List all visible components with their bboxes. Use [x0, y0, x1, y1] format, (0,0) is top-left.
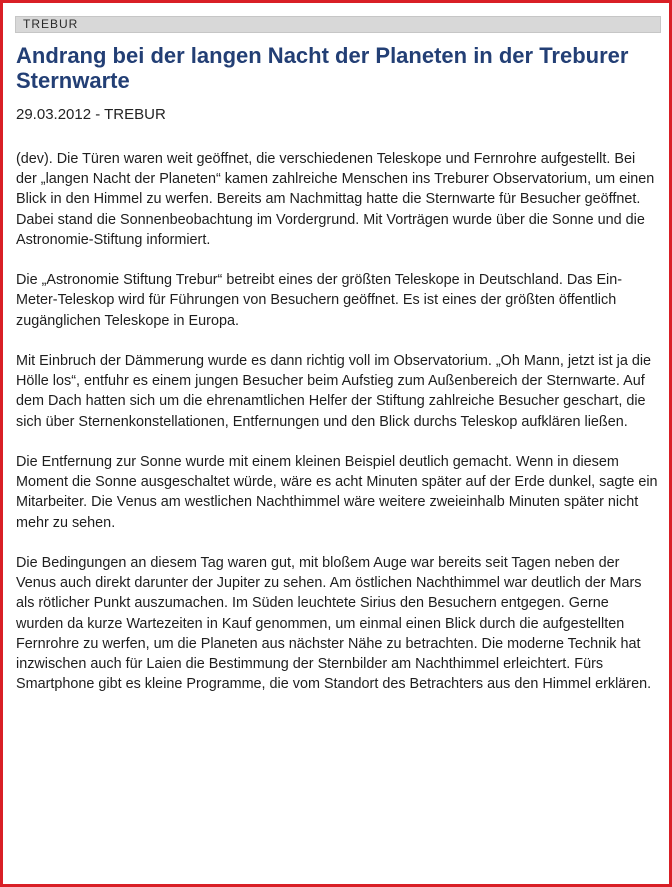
article-dateline: 29.03.2012 - TREBUR — [16, 106, 166, 123]
section-kicker: TREBUR — [15, 16, 661, 33]
article-paragraph: Die „Astronomie Stiftung Trebur“ betreibt eines der größten Teleskope in Deutschland. Das Ein-Meter-Teleskop wird für Führungen von Besuchern geöffnet. Es ist eines der größten öffentlich zugänglichen Teleskope in Europa. — [16, 272, 623, 329]
article-paragraph: Die Bedingungen an diesem Tag waren gut, mit bloßem Auge war bereits seit Tagen neben der Venus auch direkt darunter der Jupiter zu sehen. Am östlichen Nachthimmel war deutlich der Mars als rötlicher Punkt auszumachen. Im Süden leuchtete Sirius den Besuchern entgegen. Gerne wurden da kurze Wartezeiten in Kauf genommen, um einmal einen Blick durch die aufgestellten Fernrohre zu werfen, um die Planeten aus nächster Nähe zu betrachten. Die moderne Technik hat inzwischen auch für Laien die Bestimmung der Sternbilder am Nachthimmel erleichtert. Fürs Smartphone gibt es kleine Programme, die vom Standort des Betrachters aus den Himmel erklären. — [16, 555, 652, 693]
article-paragraph: Die Entfernung zur Sonne wurde mit einem kleinen Beispiel deutlich gemacht. Wenn in diesem Moment die Sonne ausgeschaltet würde, wäre es acht Minuten später auf der Erde dunkel, sagte ein Mitarbeiter. Die Venus am westlichen Nachthimmel wäre weitere zweieinhalb Minuten später nicht mehr zu sehen. — [16, 454, 658, 531]
article-title: Andrang bei der langen Nacht der Planeten in der Treburer Sternwarte — [16, 43, 629, 93]
article-body — [16, 149, 658, 715]
article-paragraph: (dev). Die Türen waren weit geöffnet, die verschiedenen Teleskope und Fernrohre aufgestellt. Bei der „langen Nacht der Planeten“ kamen zahlreiche Menschen ins Treburer Observatorium, um einen Blick in den Himmel zu werfen. Bereits am Nachmittag hatte die Sternwarte für Besucher geöffnet. Dabei stand die Sonnenbeobachtung im Vordergrund. Mit Vorträgen wurde über die Sonne und die Astronomie-Stiftung informiert. — [16, 151, 655, 248]
article-paragraph: Mit Einbruch der Dämmerung wurde es dann richtig voll im Observatorium. „Oh Mann, jetzt ist ja die Hölle los“, entfuhr es einem jungen Besucher beim Aufstieg zum Außenbereich der Sternwarte. Auf dem Dach hatten sich um die ehrenamtlichen Helfer der Stiftung zahlreiche Besucher geschart, die sich über Sternenkonstellationen, Entfernungen und den Blick durchs Teleskop aufklären ließen. — [16, 353, 652, 430]
